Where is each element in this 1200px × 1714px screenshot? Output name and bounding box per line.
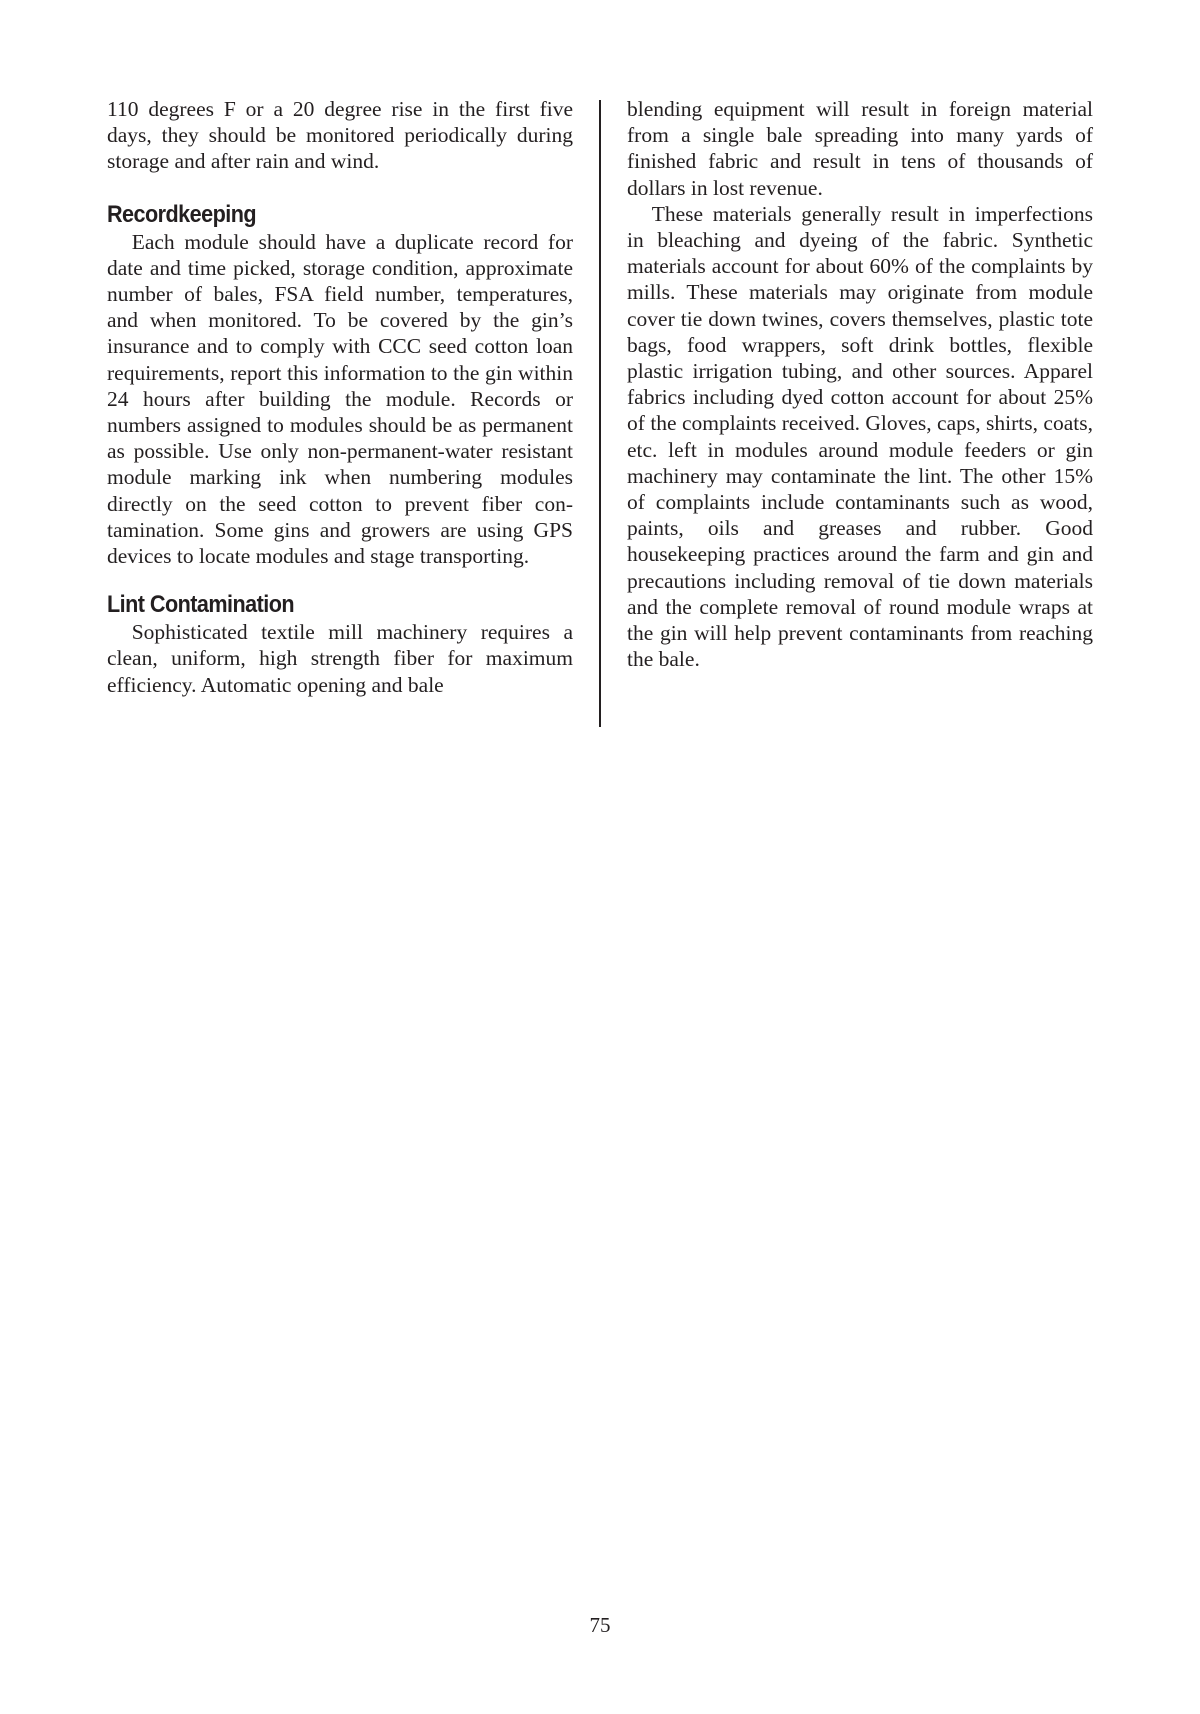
continuation-paragraph: blending equipment will result in foreign material from a single bale spreading into many yards of finished fabric and result in tens of thousands of dollars in lost revenue.: [627, 97, 1093, 200]
column-divider: [599, 100, 601, 727]
right-column: [627, 96, 1093, 672]
recordkeeping-paragraph: Each module should have a duplicate record for date and time picked, storage condition, approximate number of bales, FSA field number, temperatures, and when monitored. To be covered by the gin’s insurance and to comply with CCC seed cotton loan requirements, report this information to the gin within 24 hours after building the module. Records or numbers assigned to modules should be as permanent as possible. Use only non-permanent-water resistant module marking ink when numbering modules directly on the seed cotton to prevent fiber contamination. Some gins and growers are using GPS devices to locate modules and stage transporting.: [107, 229, 573, 569]
left-column: [107, 96, 573, 698]
lint-contamination-paragraph: Sophisticated textile mill machinery requires a clean, uniform, high strength fiber for maximum efficiency. Automatic opening and bale: [107, 620, 573, 697]
continuation-paragraph: 110 degrees F or a 20 degree rise in the first five days, they should be monitored periodically during storage and after rain and wind.: [107, 97, 573, 174]
section-heading-lint-contamination: Lint Contamination: [107, 591, 295, 619]
materials-paragraph: These materials generally result in imperfections in bleaching and dyeing of the fabric. Synthetic materials account for about 60% of the complaints by mills. These materials may originate from module cover tie down twines, covers themselves, plastic tote bags, food wrappers, soft drink bottles, flexible plastic irrigation tubing, and other sources. Apparel fabrics including dyed cotton account for about 25% of the complaints received. Gloves, caps, shirts, coats, etc. left in modules around module feeders or gin machinery may contaminate the lint. The other 15% of complaints include contaminants such as wood, paints, oils and greases and rubber. Good housekeeping practices around the farm and gin and precautions including removal of tie down materials and the complete removal of round module wraps at the gin will help prevent contaminants from reaching the bale.: [627, 201, 1093, 672]
page-number: 75: [589, 1613, 611, 1637]
section-heading-recordkeeping: Recordkeeping: [107, 200, 257, 228]
